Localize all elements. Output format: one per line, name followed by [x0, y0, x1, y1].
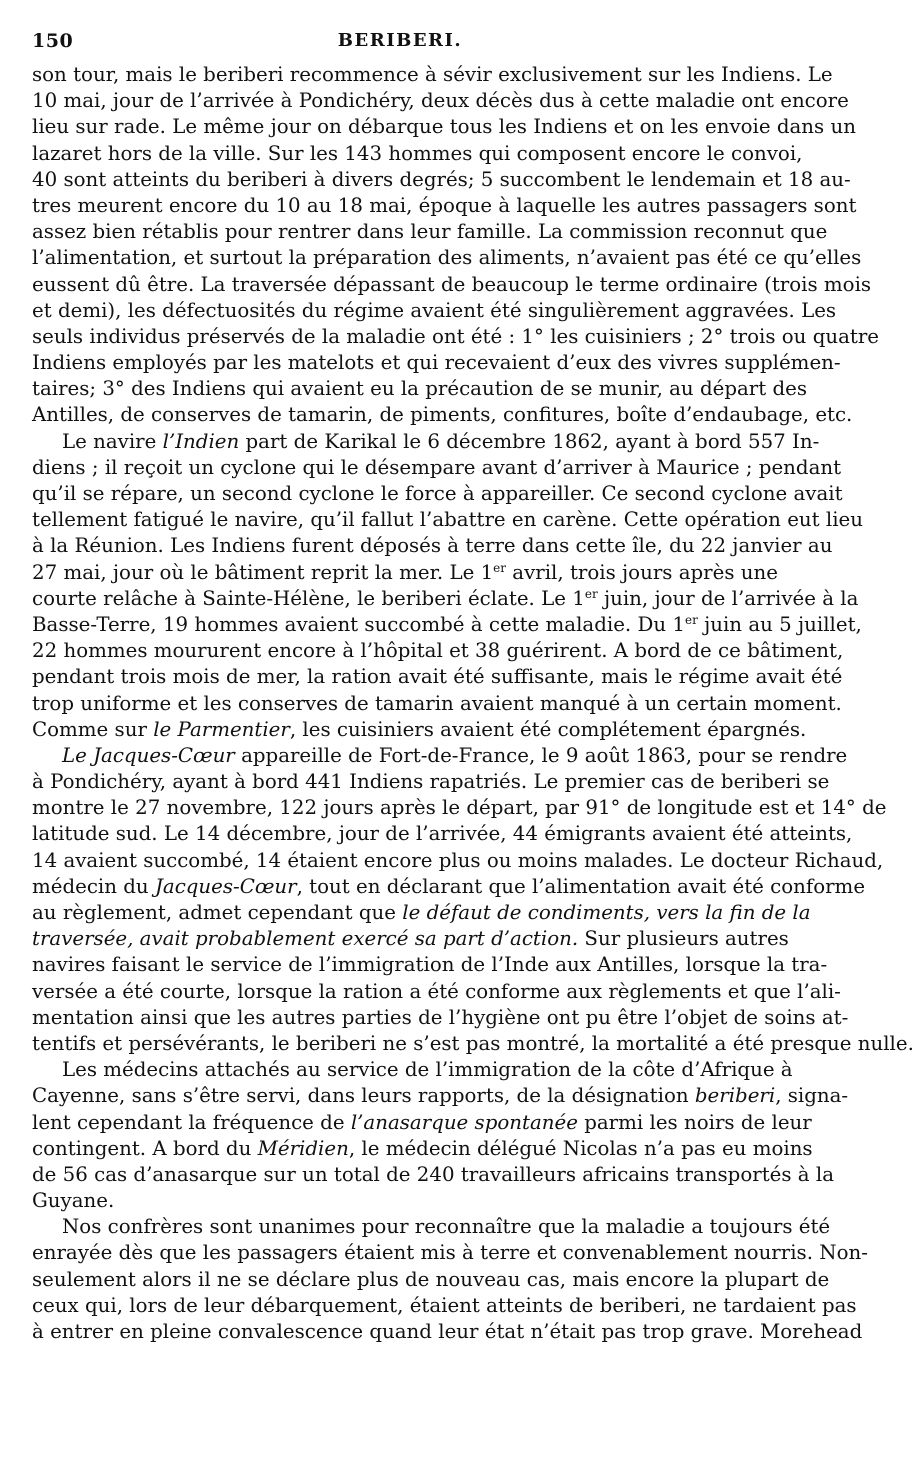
- text-segment: part de Karikal le 6 décembre 1862, ayant à bord 557 In-: [239, 429, 820, 453]
- text-segment: son tour, mais le beriberi recommence à sévir exclusivement sur les Indiens. Le: [32, 63, 833, 86]
- text-line: [32, 455, 842, 481]
- text-segment: parmi les noirs de leur: [577, 1110, 812, 1134]
- text-line: [32, 1267, 830, 1293]
- text-segment: avril, trois jours après une: [506, 560, 778, 584]
- text-line: [32, 245, 862, 271]
- text-line: [32, 376, 808, 402]
- text-line: [32, 743, 848, 769]
- text-line: [32, 638, 844, 664]
- text-segment: trop uniforme et les conserves de tamarin avaient manqué à un certain moment.: [32, 691, 842, 715]
- text-line: [32, 272, 872, 298]
- text-segment: seulement alors il ne se déclare plus de nouveau cas, mais encore la plupart de: [32, 1267, 830, 1291]
- running-title: BERIBERI.: [337, 30, 463, 51]
- text-line: [32, 402, 853, 428]
- italic-text: le défaut de condiments, vers la fin de la: [402, 901, 811, 924]
- text-line: [32, 586, 859, 612]
- text-line: [32, 1005, 849, 1031]
- text-segment: lieu sur rade. Le même jour on débarque tous les Indiens et on les envoie dans un: [32, 115, 856, 139]
- text-segment: taires; 3° des Indiens qui avaient eu la précaution de se munir, au départ des: [32, 377, 808, 401]
- text-line: [32, 1214, 831, 1240]
- body-text: [32, 62, 914, 1345]
- text-line: [32, 769, 830, 795]
- text-line: [32, 298, 837, 324]
- text-segment: Les médecins attachés au service de l’immigration de la côte d’Afrique à: [62, 1058, 793, 1082]
- text-line: [32, 612, 862, 638]
- italic-text: l’Indien: [162, 429, 240, 453]
- text-line: [32, 1083, 849, 1109]
- text-segment: 22 hommes moururent encore à l’hôpital et 38 guérirent. A bord de ce bâtiment,: [32, 639, 844, 663]
- italic-text: Jacques-Cœur: [154, 874, 297, 898]
- text-line: [32, 1293, 857, 1319]
- text-segment: l’alimentation, et surtout la préparation des aliments, n’avaient pas été ce qu’elles: [32, 246, 862, 270]
- text-line: [32, 114, 856, 140]
- text-line: [32, 429, 820, 455]
- text-segment: eussent dû être. La traversée dépassant de beaucoup le terme ordinaire (trois mois: [32, 272, 872, 296]
- text-line: [32, 874, 866, 900]
- text-line: [32, 1031, 914, 1057]
- text-segment: montre le 27 novembre, 122 jours après le départ, par 91° de longitude est et 14° de: [32, 796, 887, 820]
- text-segment: appareille de Fort-de-France, le 9 août 1863, pour se rendre: [234, 743, 848, 767]
- text-line: [32, 1240, 868, 1266]
- text-line: [32, 350, 841, 376]
- text-line: [32, 560, 778, 586]
- text-segment: , signa-: [775, 1084, 849, 1108]
- text-segment: à la Réunion. Les Indiens furent déposés à terre dans cette île, du 22 janvier au: [32, 534, 833, 558]
- text-line: [32, 979, 841, 1005]
- text-segment: mentation ainsi que les autres parties de l’hygiène ont pu être l’objet de soins at-: [32, 1005, 849, 1029]
- text-line: [32, 141, 803, 167]
- superscript: er: [493, 560, 507, 575]
- text-segment: tellement fatigué le navire, qu’il fallut l’abattre en carène. Cette opération eut lieu: [32, 508, 863, 532]
- text-line: [32, 821, 853, 847]
- italic-text: traversée, avait probablement exercé sa part d’action.: [32, 927, 579, 951]
- text-segment: et demi), les défectuosités du régime avaient été singulièrement aggravées. Les: [32, 298, 837, 322]
- italic-text: le Parmentier: [153, 717, 290, 741]
- text-segment: Antilles, de conserves de tamarin, de piments, confitures, boîte d’endaubage, etc.: [32, 403, 853, 427]
- text-segment: assez bien rétablis pour rentrer dans leur famille. La commission reconnut que: [32, 220, 828, 244]
- text-segment: tentifs et persévérants, le beriberi ne s’est pas montré, la mortalité a été presque nulle.: [32, 1031, 914, 1055]
- text-segment: Sur plusieurs autres: [578, 927, 789, 951]
- text-segment: Basse-Terre, 19 hommes avaient succombé à cette maladie. Du 1: [32, 612, 685, 636]
- text-line: [32, 324, 880, 350]
- text-line: [32, 481, 843, 507]
- italic-text: Le Jacques-Cœur: [62, 743, 235, 767]
- text-segment: lazaret hors de la ville. Sur les 143 hommes qui composent encore le convoi,: [32, 141, 803, 165]
- text-line: [32, 926, 789, 952]
- text-segment: 27 mai, jour où le bâtiment reprit la mer. Le 1: [32, 560, 494, 584]
- text-line: [32, 691, 842, 717]
- text-line: [32, 664, 843, 690]
- text-segment: de 56 cas d’anasarque sur un total de 240 travailleurs africains transportés à la: [32, 1162, 835, 1186]
- text-segment: qu’il se répare, un second cyclone le force à appareiller. Ce second cyclone avait: [32, 482, 843, 505]
- text-segment: médecin du: [32, 874, 155, 898]
- text-line: [32, 507, 863, 533]
- text-line: [32, 1136, 813, 1162]
- text-segment: Indiens employés par les matelots et qui recevaient d’eux des vivres supplémen-: [32, 351, 841, 375]
- text-line: [32, 88, 849, 114]
- superscript: er: [584, 586, 598, 601]
- text-line: [32, 848, 884, 874]
- text-segment: , le médecin délégué Nicolas n’a pas eu moins: [348, 1136, 813, 1160]
- text-segment: au règlement, admet cependant que: [32, 901, 403, 924]
- text-segment: à entrer en pleine convalescence quand leur état n’était pas trop grave. Morehead: [32, 1320, 863, 1343]
- text-line: [32, 795, 887, 821]
- text-segment: Cayenne, sans s’être servi, dans leurs rapports, de la désignation: [32, 1084, 695, 1108]
- text-line: [32, 219, 828, 245]
- text-line: [32, 167, 851, 193]
- text-line: [32, 1188, 768, 1214]
- text-line: [32, 1110, 812, 1136]
- text-segment: , tout en déclarant que l’alimentation avait été conforme: [296, 874, 866, 898]
- text-line: [32, 533, 833, 559]
- text-segment: 40 sont atteints du beriberi à divers degrés; 5 succombent le lendemain et 18 au-: [32, 167, 851, 191]
- text-segment: 14 avaient succombé, 14 étaient encore plus ou moins malades. Le docteur Richaud,: [32, 848, 884, 872]
- text-segment: courte relâche à Sainte-Hélène, le beriberi éclate. Le 1: [32, 586, 585, 610]
- superscript: er: [684, 612, 698, 627]
- text-segment: Comme sur: [32, 717, 154, 741]
- text-line: [32, 1162, 835, 1188]
- text-segment: contingent. A bord du: [32, 1136, 258, 1160]
- text-line: [32, 717, 807, 743]
- text-line: [32, 1319, 863, 1345]
- text-segment: tres meurent encore du 10 au 18 mai, époque à laquelle les autres passagers sont: [32, 193, 857, 217]
- italic-text: beriberi: [694, 1084, 776, 1108]
- text-segment: Nos confrères sont unanimes pour reconnaître que la maladie a toujours été: [62, 1215, 831, 1239]
- italic-text: Méridien: [257, 1136, 349, 1160]
- text-segment: latitude sud. Le 14 décembre, jour de l’arrivée, 44 émigrants avaient été atteints,: [32, 822, 853, 846]
- text-segment: enrayée dès que les passagers étaient mis à terre et convenablement nourris. Non-: [32, 1241, 868, 1265]
- text-segment: juin, jour de l’arrivée à la: [597, 586, 859, 610]
- text-segment: ceux qui, lors de leur débarquement, étaient atteints de beriberi, ne tardaient pas: [32, 1293, 857, 1317]
- text-segment: à Pondichéry, ayant à bord 441 Indiens rapatriés. Le premier cas de beriberi se: [32, 770, 830, 794]
- text-segment: juin au 5 juillet,: [697, 612, 862, 636]
- text-segment: , les cuisiniers avaient été complétement épargnés.: [289, 717, 807, 741]
- text-segment: versée a été courte, lorsque la ration a été conforme aux règlements et que l’ali-: [32, 979, 841, 1003]
- text-segment: lent cependant la fréquence de: [32, 1110, 351, 1134]
- text-segment: Le navire: [62, 429, 163, 453]
- text-line: [32, 193, 857, 219]
- text-segment: pendant trois mois de mer, la ration avait été suffisante, mais le régime avait été: [32, 665, 843, 689]
- text-line: [32, 62, 833, 88]
- text-segment: Guyane.: [32, 1189, 115, 1213]
- text-segment: 10 mai, jour de l’arrivée à Pondichéry, deux décès dus à cette maladie ont encore: [32, 89, 849, 113]
- text-segment: navires faisant le service de l’immigration de l’Inde aux Antilles, lorsque la tra-: [32, 953, 828, 977]
- italic-text: l’anasarque spontanée: [350, 1110, 578, 1134]
- page-number: 150: [32, 30, 74, 52]
- text-line: [32, 952, 828, 978]
- page-header: [32, 30, 768, 58]
- text-segment: seuls individus préservés de la maladie ont été : 1° les cuisiniers ; 2° trois ou quatre: [32, 324, 880, 348]
- text-line: [32, 900, 811, 926]
- text-segment: diens ; il reçoit un cyclone qui le désempare avant d’arriver à Maurice ; pendant: [32, 455, 842, 479]
- text-line: [32, 1057, 793, 1083]
